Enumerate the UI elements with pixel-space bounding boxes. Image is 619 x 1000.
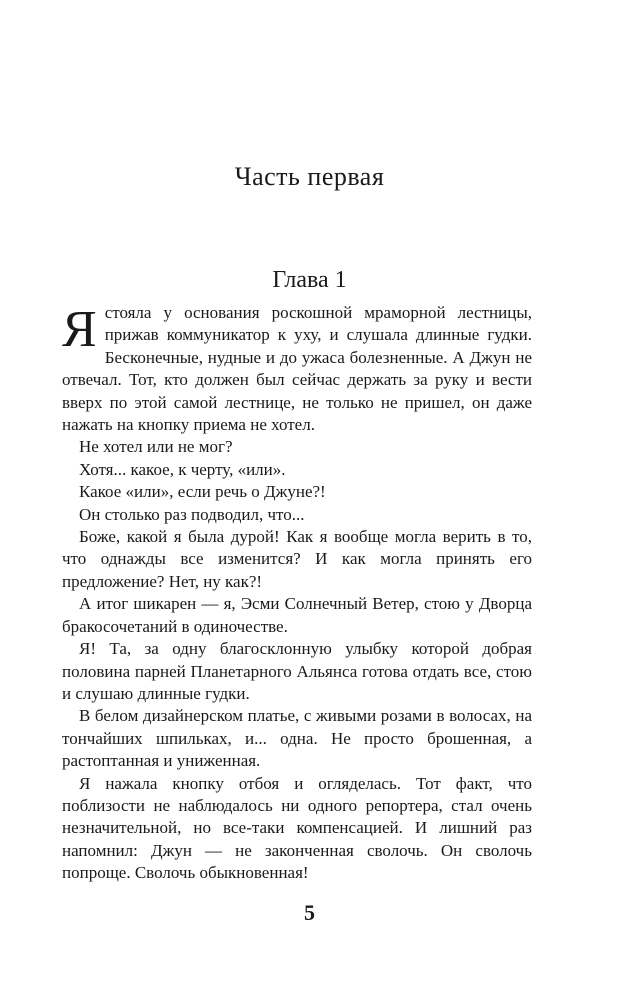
paragraph: А итог шикарен — я, Эсми Солнечный Ветер, стою у Дворца бракосочетаний в одиночестве. bbox=[62, 594, 532, 636]
paragraph: В белом дизайнерском платье, с живыми розами в волосах, на тончайших шпильках, и... одна. Не просто брошенная, а растоптанная и униженная. bbox=[62, 706, 532, 771]
paragraph: Я нажала кнопку отбоя и огляделась. Тот факт, что поблизости не наблюдалось ни одного репортера, стал очень незначительной, но все-таки компенсацией. И лишний раз напомнил: Джун — не законченная сволочь. Он сволочь попроще. Сволочь обыкновенная! bbox=[62, 773, 532, 883]
paragraph: Хотя... какое, к черту, «или». bbox=[79, 459, 286, 479]
chapter-title: Глава 1 bbox=[272, 267, 347, 293]
chapter-text bbox=[62, 302, 532, 885]
paragraph: Какое «или», если речь о Джуне?! bbox=[79, 482, 326, 502]
paragraph: Не хотел или не мог? bbox=[79, 437, 233, 457]
paragraph: Он столько раз подводил, что... bbox=[79, 504, 305, 524]
first-paragraph-text: стояла у основания роскошной мраморной лестницы, прижав коммуникатор к уху, и слушала длинные гудки. Бесконечные, нудные и до ужаса болезненные. А Джун не отвечал. Тот, кто должен был сейчас держать за руку и вести вверх по этой самой лестнице, не только не пришел, он даже нажать на кнопку приема не хотел. bbox=[62, 303, 532, 435]
drop-cap: Я bbox=[62, 301, 97, 358]
paragraph: Боже, какой я была дурой! Как я вообще могла верить в то, что однажды все изменится? И как могла принять его предложение? Нет, ну как?! bbox=[62, 527, 532, 591]
page-number: 5 bbox=[304, 900, 315, 925]
first-paragraph bbox=[62, 302, 532, 436]
part-title: Часть первая bbox=[234, 162, 385, 191]
paragraph: Я! Та, за одну благосклонную улыбку которой добрая половина парней Планетарного Альянса готова отдать все, стою и слушаю длинные гудки. bbox=[62, 639, 532, 703]
